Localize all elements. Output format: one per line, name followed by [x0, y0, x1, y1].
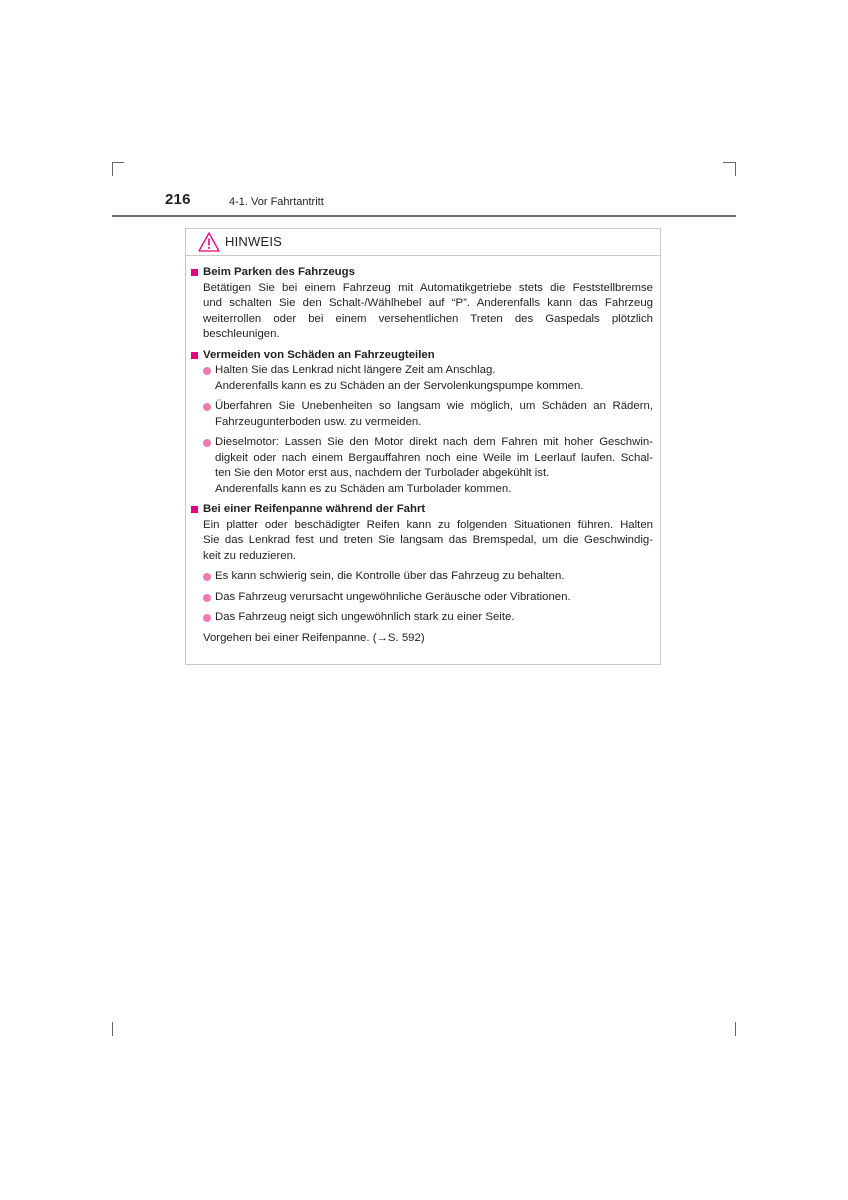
list-item-continuation: Anderenfalls kann es zu Schäden am Turbolader kommen.	[215, 482, 512, 495]
list-item-continuation: digkeit oder nach einem Bergauffahren noch eine Weile im Leerlauf laufen. Schal-	[215, 451, 653, 464]
crop-mark	[735, 162, 736, 176]
notice-header	[186, 229, 660, 256]
notice-title: HINWEIS	[225, 234, 283, 249]
section-title: 4-1. Vor Fahrtantritt	[229, 196, 324, 208]
paragraph-line: und schalten Sie den Schalt-/Wählhebel auf “P”. Anderenfalls kann das Fahrzeug	[203, 297, 653, 309]
list-item-continuation: Anderenfalls kann es zu Schäden an der Servolenkungspumpe kommen.	[215, 379, 584, 392]
paragraph-line: Sie das Lenkrad fest und treten Sie langsam das Bremspedal, um die Geschwindig-	[203, 534, 653, 546]
notice-box	[185, 228, 661, 665]
section-heading: Bei einer Reifenpanne während der Fahrt	[191, 502, 653, 518]
paragraph-line: keit zu reduzieren.	[203, 549, 297, 562]
crop-mark	[112, 1022, 113, 1036]
list-item: Halten Sie das Lenkrad nicht längere Zeit am Anschlag.	[191, 363, 653, 379]
round-bullet-icon	[203, 367, 211, 375]
square-bullet-icon	[191, 269, 198, 276]
crop-mark	[112, 162, 113, 176]
list-item-continuation: Fahrzeugunterboden usw. zu vermeiden.	[215, 415, 422, 428]
list-item: Dieselmotor: Lassen Sie den Motor direkt nach dem Fahren mit hoher Geschwin-	[191, 435, 653, 451]
list-item: Es kann schwierig sein, die Kontrolle über das Fahrzeug zu behalten.	[191, 569, 653, 585]
list-item: Überfahren Sie Unebenheiten so langsam wie möglich, um Schäden an Rädern,	[191, 399, 653, 415]
round-bullet-icon	[203, 439, 211, 447]
crop-mark	[723, 162, 735, 163]
warning-triangle-icon	[198, 232, 220, 252]
paragraph-line: weiterrollen oder bei einem versehentlichen Treten des Gaspedals plötzlich	[203, 312, 653, 325]
header-divider	[112, 215, 736, 217]
square-bullet-icon	[191, 352, 198, 359]
square-bullet-icon	[191, 506, 198, 513]
round-bullet-icon	[203, 594, 211, 602]
section-heading: Beim Parken des Fahrzeugs	[191, 265, 653, 281]
page-number: 216	[165, 191, 191, 208]
paragraph-line: beschleunigen.	[203, 328, 280, 340]
list-item: Das Fahrzeug neigt sich ungewöhnlich stark zu einer Seite.	[191, 610, 653, 626]
crop-mark	[112, 162, 124, 163]
list-item-continuation: ten Sie den Motor erst aus, nachdem der Turbolader abgekühlt ist.	[215, 467, 550, 479]
round-bullet-icon	[203, 614, 211, 622]
paragraph-line: Ein platter oder beschädigter Reifen kann zu folgenden Situationen führen. Halten	[203, 518, 653, 531]
notice-content	[191, 265, 653, 646]
list-item: Das Fahrzeug verursacht ungewöhnliche Geräusche oder Vibrationen.	[191, 590, 653, 606]
round-bullet-icon	[203, 573, 211, 581]
page-reference: Vorgehen bei einer Reifenpanne. (→S. 592)	[203, 631, 425, 644]
section-heading: Vermeiden von Schäden an Fahrzeugteilen	[191, 348, 653, 364]
round-bullet-icon	[203, 403, 211, 411]
crop-mark	[735, 1022, 736, 1036]
paragraph-line: Betätigen Sie bei einem Fahrzeug mit Automatikgetriebe stets die Feststellbremse	[203, 281, 653, 294]
